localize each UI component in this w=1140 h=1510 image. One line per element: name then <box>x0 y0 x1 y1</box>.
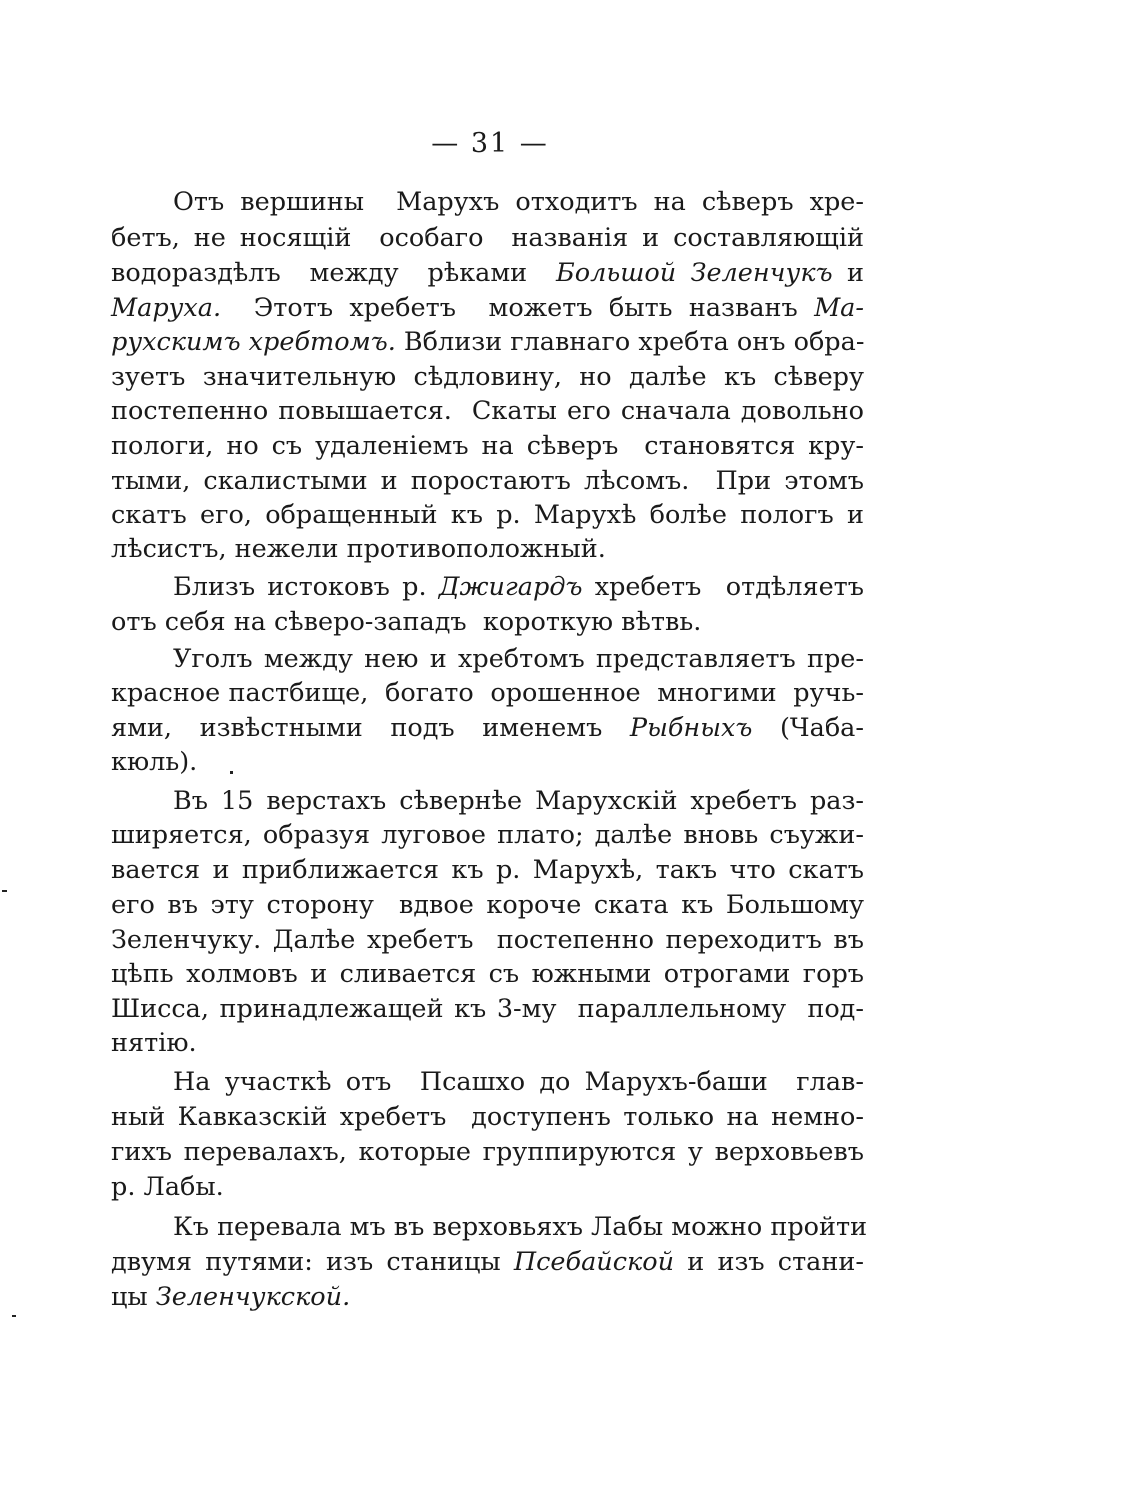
line-text: двумя путями: изъ станицы <box>111 1247 514 1277</box>
text-line <box>111 603 701 641</box>
settlement-name-italic: Зеленчукской. <box>155 1282 351 1312</box>
line-text: Близъ истоковъ р. <box>173 572 439 602</box>
text-line <box>111 427 864 465</box>
text-line <box>173 183 864 221</box>
line-text: (Чаба- <box>752 713 864 743</box>
line-text: На участкѣ отъ Псашхо до Марухъ-баши глав- <box>173 1067 864 1097</box>
line-text: отъ себя на сѣверо-западъ короткую вѣтвь. <box>111 607 702 637</box>
text-line <box>111 219 864 257</box>
line-text: Этотъ хребетъ можетъ быть названъ <box>221 293 815 323</box>
text-line <box>111 462 864 500</box>
text-line <box>111 955 864 993</box>
text-line <box>111 1024 197 1062</box>
line-text: цы <box>111 1282 156 1312</box>
text-line <box>173 1063 864 1101</box>
text-line <box>111 921 864 959</box>
ridge-name-italic: Ма- <box>814 293 864 323</box>
line-text: хребетъ отдѣляетъ <box>582 572 864 602</box>
text-line <box>111 886 864 924</box>
text-line <box>111 816 864 854</box>
place-name-italic: Рыбныхъ <box>629 713 753 743</box>
line-text: его въ эту сторону вдвое короче ската къ Большому <box>111 890 864 920</box>
text-line <box>111 254 864 292</box>
line-text: Зеленчуку. Далѣе хребетъ постепенно переходитъ въ <box>111 925 864 955</box>
text-line <box>111 709 864 747</box>
river-name-italic: Большой Зеленчукъ <box>556 258 833 288</box>
line-text: и изъ стани- <box>674 1247 864 1277</box>
settlement-name-italic: Псебайской <box>513 1247 674 1277</box>
text-line <box>173 568 864 606</box>
text-line <box>111 743 197 781</box>
line-text: пологи, но съ удаленіемъ на сѣверъ становятся кру- <box>111 431 864 461</box>
line-text: вается и приближается къ р. Марухѣ, такъ что скатъ <box>111 855 864 885</box>
text-line <box>173 782 864 820</box>
line-text: ями, извѣстными подъ именемъ <box>111 713 630 743</box>
line-text: р. Лабы. <box>111 1172 224 1202</box>
line-text: гихъ перевалахъ, которые группируются у верховьевъ <box>111 1137 864 1167</box>
text-line <box>111 530 606 568</box>
line-text: кюль). <box>111 747 198 777</box>
text-line <box>111 289 864 327</box>
text-line <box>173 1208 868 1246</box>
line-text: и <box>832 258 864 288</box>
line-text: Вблизи главнаго хребта онъ обра- <box>395 327 865 357</box>
text-line <box>111 358 864 396</box>
page-number: — 31 — <box>431 128 549 159</box>
line-text: красное пастбище, богато орошенное многими ручь- <box>111 678 864 708</box>
line-text: скатъ его, обращенный къ р. Марухѣ болѣе пологъ и <box>111 500 864 530</box>
line-text: Уголъ между нею и хребтомъ представляетъ пре- <box>173 644 864 674</box>
line-text: Шисса, принадлежащей къ 3-му параллельному под- <box>111 994 864 1024</box>
text-line <box>111 851 864 889</box>
line-text: Отъ вершины Марухъ отходитъ на сѣверъ хре- <box>173 187 864 217</box>
text-line <box>111 1133 864 1171</box>
line-text: нятію. <box>111 1028 197 1058</box>
line-text: Къ перевала мъ въ верховьяхъ Лабы можно пройти <box>173 1212 868 1242</box>
text-line <box>111 1243 864 1281</box>
scan-speck <box>230 771 233 774</box>
line-text: зуетъ значительную сѣдловину, но далѣе къ сѣверу <box>111 362 864 392</box>
text-line <box>173 640 864 678</box>
text-line <box>111 1278 350 1316</box>
text-line <box>111 392 864 430</box>
line-text: цѣпь холмовъ и сливается съ южными отрогами горъ <box>111 959 864 989</box>
line-text: ширяется, образуя луговое плато; далѣе вновь съужи- <box>111 820 864 850</box>
scan-speck <box>2 890 7 892</box>
line-text: лѣсистъ, нежели противоположный. <box>111 534 606 564</box>
line-text: тыми, скалистыми и поростаютъ лѣсомъ. При этомъ <box>111 466 864 496</box>
scan-speck <box>12 1315 16 1317</box>
text-line <box>111 990 864 1028</box>
river-name-italic: Маруха. <box>111 293 222 323</box>
text-line <box>111 496 864 534</box>
text-line <box>111 323 864 361</box>
river-name-italic: Джигардъ <box>438 572 583 602</box>
ridge-name-italic: рухскимъ хребтомъ. <box>111 327 396 357</box>
line-text: постепенно повышается. Скаты его сначала довольно <box>111 396 864 426</box>
line-text: бетъ, не носящій особаго названія и составляющій <box>111 223 864 253</box>
line-text: Въ 15 верстахъ сѣвернѣе Марухскій хребетъ раз- <box>173 786 864 816</box>
text-line <box>111 1098 864 1136</box>
text-line <box>111 1168 224 1206</box>
line-text: водораздѣлъ между рѣками <box>111 258 557 288</box>
text-line <box>111 674 864 712</box>
line-text: ный Кавказскій хребетъ доступенъ только на немно- <box>111 1102 864 1132</box>
